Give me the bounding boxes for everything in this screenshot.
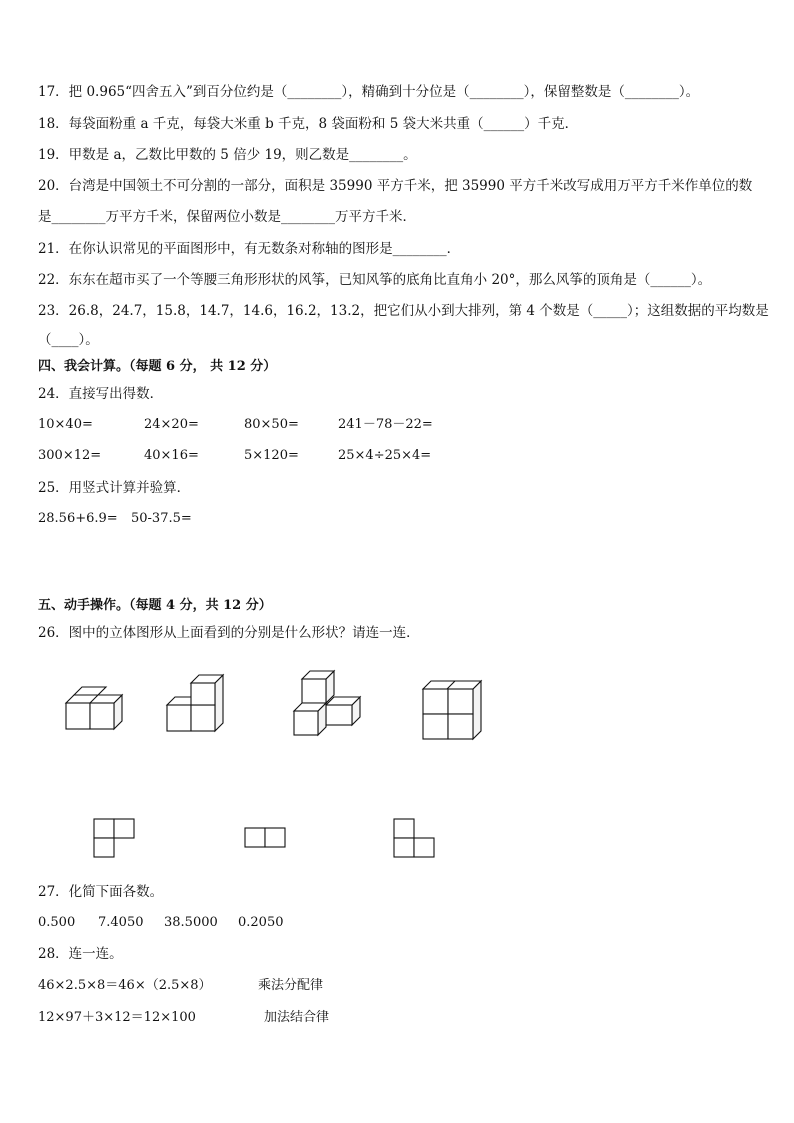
section-4-heading: 四、我会计算。（每题 6 分， 共 12 分） (38, 359, 277, 374)
calc-item: 25×4÷25×4= (338, 448, 432, 463)
top-view-1 (93, 818, 137, 860)
question-22: 22．东东在超市买了一个等腰三角形形状的风筝，已知风筝的底角比直角小 20°，那么风筝的顶角是（______）。 (38, 272, 712, 288)
question-23-line1: 23．26.8，24.7，15.8，14.7，14.6，16.2，13.2，把它们从小到大排列，第 4 个数是（_____）；这组数据的平均数是 (38, 303, 769, 319)
question-19: 19．甲数是 a，乙数比甲数的 5 倍少 19，则乙数是________。 (38, 147, 417, 163)
decimal-item: 0.500 (38, 915, 76, 930)
decimal-item: 38.5000 (164, 915, 218, 930)
decimal-item: 0.2050 (238, 915, 284, 930)
solid-figure-1 (64, 685, 129, 731)
question-20-line1: 20．台湾是中国领土不可分割的一部分，面积是 35990 平方千米，把 35990 平方千米改写成用万平方千米作单位的数 (38, 178, 753, 194)
match-expression: 46×2.5×8＝46×（2.5×8） (38, 978, 212, 993)
decimal-item: 7.4050 (98, 915, 144, 930)
calc-item: 80×50= (244, 417, 299, 432)
question-27: 27．化简下面各数。 (38, 884, 164, 900)
match-law: 加法结合律 (264, 1010, 330, 1025)
top-view-2 (244, 827, 288, 849)
question-18: 18．每袋面粉重 a 千克，每袋大米重 b 千克，8 袋面粉和 5 袋大米共重（______）千克． (38, 116, 579, 132)
calc-item: 50-37.5= (131, 511, 192, 526)
question-24: 24．直接写出得数． (38, 386, 164, 402)
solid-figure-2 (165, 673, 230, 733)
calc-item: 28.56+6.9= (38, 511, 118, 526)
calc-item: 5×120= (244, 448, 299, 463)
calc-item: 241－78－22= (338, 417, 433, 432)
question-20-line2: 是________万平方千米，保留两位小数是________万平方千米． (38, 209, 416, 225)
question-28: 28．连一连。 (38, 946, 123, 962)
calc-item: 300×12= (38, 448, 102, 463)
match-expression: 12×97＋3×12＝12×100 (38, 1010, 196, 1025)
match-law: 乘法分配律 (258, 978, 324, 993)
top-view-3 (393, 818, 437, 860)
question-23-line2: （____）。 (38, 332, 99, 348)
question-17: 17．把 0.965“四舍五入”到百分位约是（________），精确到十分位是（________），保留整数是（________）。 (38, 84, 700, 100)
calc-item: 10×40= (38, 417, 93, 432)
question-21: 21．在你认识常见的平面图形中，有无数条对称轴的图形是________． (38, 241, 461, 257)
calc-item: 24×20= (144, 417, 199, 432)
question-25: 25．用竖式计算并验算． (38, 480, 191, 496)
solid-figure-4 (421, 679, 483, 741)
calc-item: 40×16= (144, 448, 199, 463)
question-26: 26．图中的立体图形从上面看到的分别是什么形状？请连一连． (38, 625, 420, 641)
section-5-heading: 五、动手操作。（每题 4 分，共 12 分） (38, 598, 272, 613)
solid-figure-3 (292, 665, 362, 737)
